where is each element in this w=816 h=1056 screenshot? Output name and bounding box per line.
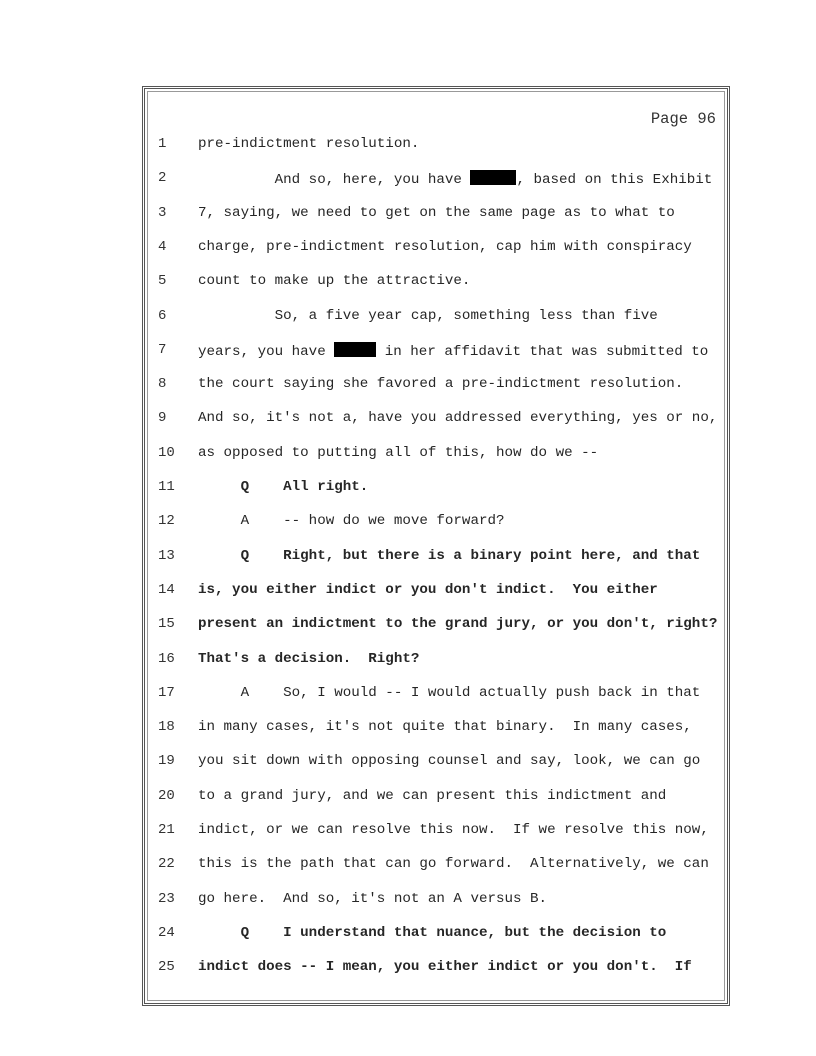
line-text: to a grand jury, and we can present this indictment and	[198, 787, 667, 804]
transcript-line	[0, 582, 816, 606]
line-text: indict, or we can resolve this now. If we resolve this now,	[198, 822, 709, 838]
line-text: Q I understand that nuance, but the decision to	[198, 924, 667, 941]
line-text-pre: years, you have	[198, 343, 335, 360]
line-text: 7, saying, we need to get on the same page as to what to	[198, 204, 675, 221]
transcript-line	[0, 445, 816, 469]
line-number: 14	[158, 581, 175, 598]
line-text: go here. And so, it's not an A versus B.	[198, 890, 548, 907]
transcript-line	[0, 891, 816, 915]
line-number: 3	[158, 204, 167, 221]
transcript-line	[0, 342, 816, 366]
transcript-line	[0, 513, 816, 537]
line-number: 2	[158, 170, 167, 187]
line-text: Q All right.	[198, 479, 369, 495]
transcript-line	[0, 273, 816, 297]
line-text-post: in her affidavit that was submitted to	[376, 343, 709, 360]
line-text-pre: And so, here, you have	[198, 172, 471, 189]
line-number: 15	[158, 616, 175, 633]
line-text-post: , based on this Exhibit	[516, 172, 713, 189]
transcript-line	[0, 376, 816, 400]
line-number: 25	[158, 959, 175, 976]
line-text: A -- how do we move forward?	[198, 513, 505, 530]
line-text: the court saying she favored a pre-indictment resolution.	[198, 376, 684, 393]
transcript-line	[0, 410, 816, 434]
line-number: 24	[158, 924, 175, 941]
transcript-line	[0, 479, 816, 503]
transcript-line	[0, 308, 816, 332]
line-text: Q Right, but there is a binary point here, and that	[198, 547, 701, 564]
line-text: So, a five year cap, something less than five	[198, 307, 658, 324]
transcript-line	[0, 548, 816, 572]
transcript-line	[0, 959, 816, 983]
line-number: 16	[158, 650, 175, 667]
line-number: 22	[158, 856, 175, 873]
line-text: charge, pre-indictment resolution, cap him with conspiracy	[198, 238, 692, 255]
line-number: 6	[158, 307, 167, 324]
transcript-line	[0, 925, 816, 949]
line-text	[198, 170, 712, 188]
line-text: pre-indictment resolution.	[198, 136, 420, 152]
transcript-line	[0, 205, 816, 229]
transcript-line	[0, 788, 816, 812]
transcript-line	[0, 856, 816, 880]
redaction-box	[470, 170, 516, 185]
line-text: That's a decision. Right?	[198, 650, 420, 667]
transcript-line	[0, 651, 816, 675]
line-text: present an indictment to the grand jury, or you don't, right?	[198, 616, 718, 633]
line-text: you sit down with opposing counsel and say, look, we can go	[198, 753, 701, 770]
transcript-line	[0, 685, 816, 709]
line-number: 21	[158, 822, 175, 838]
transcript-line	[0, 170, 816, 194]
line-text	[198, 342, 708, 360]
page-number: Page 96	[650, 110, 716, 128]
line-number: 10	[158, 444, 175, 461]
transcript-line	[0, 719, 816, 743]
line-number: 7	[158, 341, 167, 358]
line-text: as opposed to putting all of this, how do we --	[198, 444, 599, 461]
line-number: 12	[158, 513, 175, 530]
line-text: is, you either indict or you don't indict. You either	[198, 581, 658, 598]
line-number: 11	[158, 479, 175, 495]
line-number: 18	[158, 719, 175, 736]
transcript-line	[0, 616, 816, 640]
line-number: 20	[158, 787, 175, 804]
line-text: A So, I would -- I would actually push back in that	[198, 684, 701, 701]
transcript-line	[0, 822, 816, 846]
line-number: 13	[158, 547, 175, 564]
transcript-line	[0, 136, 816, 160]
line-number: 17	[158, 684, 175, 701]
line-text: count to make up the attractive.	[198, 273, 471, 290]
line-number: 1	[158, 136, 167, 152]
line-text: this is the path that can go forward. Alternatively, we can	[198, 856, 709, 873]
transcript-line	[0, 753, 816, 777]
line-number: 4	[158, 238, 167, 255]
line-number: 19	[158, 753, 175, 770]
line-number: 8	[158, 376, 167, 393]
line-text: in many cases, it's not quite that binary. In many cases,	[198, 719, 692, 736]
line-text: And so, it's not a, have you addressed everything, yes or no,	[198, 410, 718, 427]
line-number: 9	[158, 410, 167, 427]
redaction-box	[334, 342, 376, 357]
line-number: 23	[158, 890, 175, 907]
transcript-line	[0, 239, 816, 263]
line-text: indict does -- I mean, you either indict or you don't. If	[198, 959, 692, 976]
line-number: 5	[158, 273, 167, 290]
